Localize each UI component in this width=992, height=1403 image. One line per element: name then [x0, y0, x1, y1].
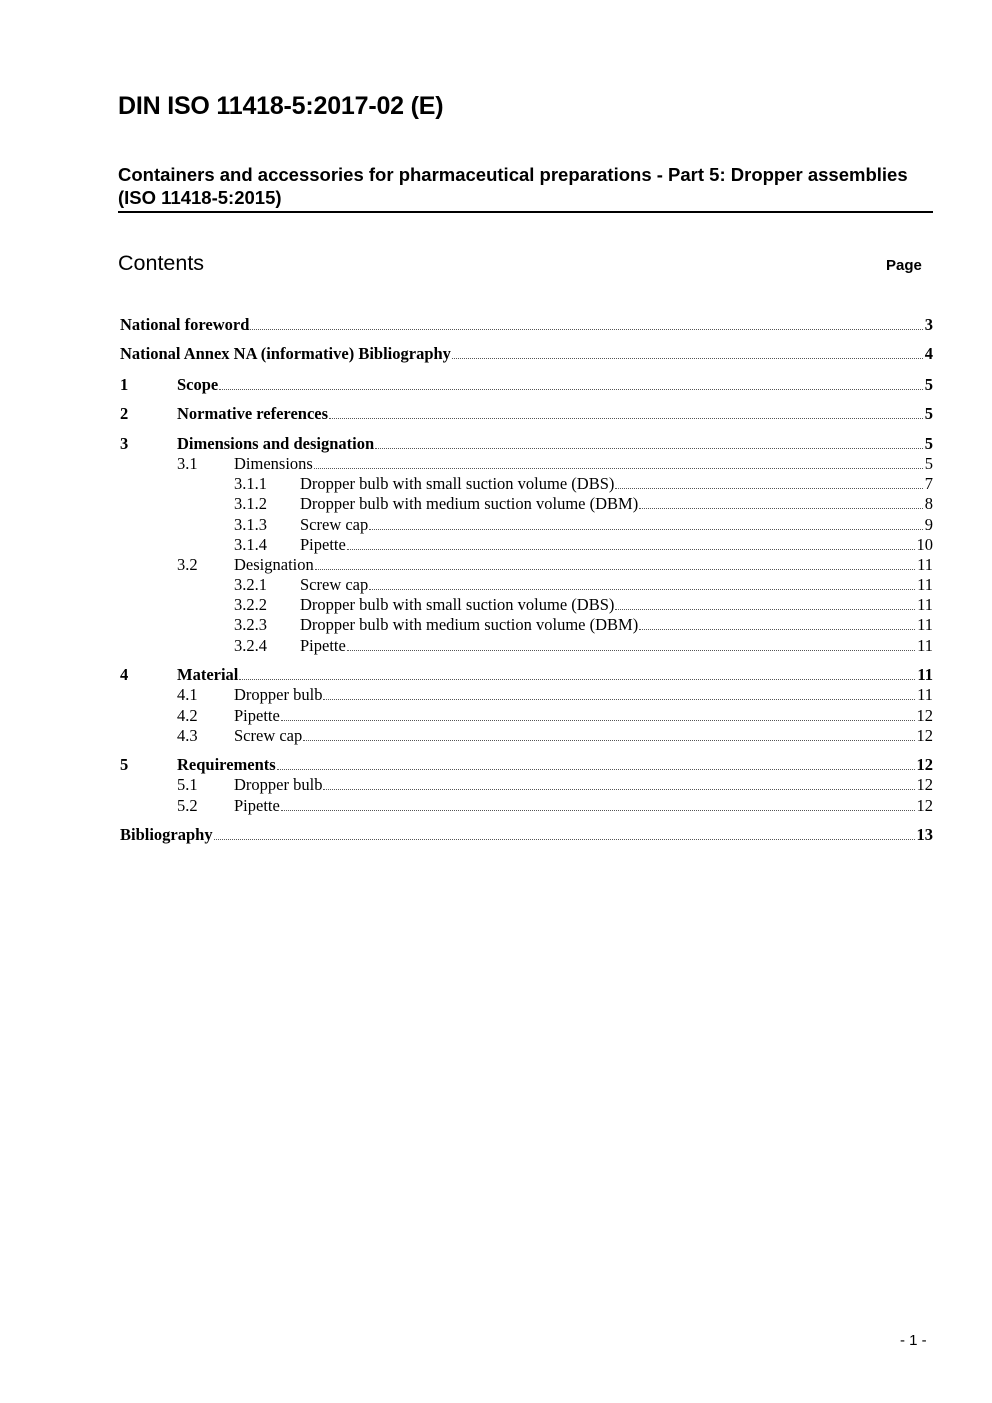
toc-entry-number: 5 [120, 755, 129, 774]
toc-entry-page: 5 [924, 434, 933, 453]
toc-dot-leader [452, 357, 923, 359]
toc-entry-number: 5.2 [177, 796, 198, 815]
toc-entry-label: Screw cap [300, 515, 369, 534]
toc-entry[interactable] [234, 494, 933, 514]
toc-entry-page: 11 [917, 685, 933, 704]
toc-entry[interactable] [234, 595, 933, 615]
footer-page-number: - 1 - [900, 1332, 927, 1349]
toc-entry-label: Normative references [177, 404, 329, 423]
toc-dot-leader [323, 788, 914, 790]
toc-entry-number: 5.1 [177, 775, 198, 794]
toc-entry[interactable] [120, 825, 933, 845]
toc-dot-leader [239, 678, 915, 680]
toc-entry-page: 13 [916, 825, 933, 844]
toc-entry[interactable] [177, 726, 933, 746]
toc-entry[interactable] [120, 665, 933, 685]
toc-entry-label: Dropper bulb [234, 775, 323, 794]
toc-entry-label: National Annex NA (informative) Bibliography [120, 344, 451, 363]
toc-dot-leader [615, 608, 915, 610]
toc-entry-label: National foreword [120, 315, 250, 334]
toc-entry-number: 3.2 [177, 555, 198, 574]
document-title: Containers and accessories for pharmaceutical preparations - Part 5: Dropper assemblies (ISO 11418-5:2015) [118, 163, 933, 213]
toc-entry-number: 3.1.2 [234, 494, 267, 513]
toc-entry[interactable] [177, 685, 933, 705]
toc-entry-page: 12 [916, 755, 933, 774]
toc-entry-number: 2 [120, 404, 129, 423]
toc-dot-leader [219, 388, 923, 390]
toc-entry-label: Dropper bulb with small suction volume (DBS) [300, 474, 615, 493]
toc-entry-number: 3.2.4 [234, 636, 267, 655]
toc-dot-leader [615, 487, 922, 489]
toc-entry-page: 11 [917, 636, 933, 655]
toc-entry-label: Requirements [177, 755, 276, 774]
toc-entry-page: 11 [917, 615, 933, 634]
toc-entry[interactable] [120, 755, 933, 775]
toc-entry-label: Designation [234, 555, 314, 574]
toc-entry-label: Pipette [300, 535, 346, 554]
toc-entry[interactable] [177, 706, 933, 726]
toc-entry-page: 11 [917, 575, 933, 594]
toc-entry-number: 4.2 [177, 706, 198, 725]
toc-dot-leader [303, 739, 914, 741]
toc-entry[interactable] [234, 615, 933, 635]
toc-entry[interactable] [120, 404, 933, 424]
page-column-heading: Page [886, 257, 922, 274]
toc-dot-leader [281, 719, 915, 721]
toc-entry-number: 3.1 [177, 454, 198, 473]
toc-dot-leader [375, 447, 923, 449]
toc-dot-leader [214, 838, 915, 840]
toc-entry-label: Pipette [300, 636, 346, 655]
toc-entry-number: 4 [120, 665, 129, 684]
toc-entry-label: Dropper bulb with small suction volume (DBS) [300, 595, 615, 614]
toc-entry[interactable] [120, 344, 933, 364]
toc-entry-page: 5 [924, 375, 933, 394]
toc-entry-page: 3 [924, 315, 933, 334]
toc-entry-number: 3.1.4 [234, 535, 267, 554]
toc-entry-page: 5 [924, 404, 933, 423]
toc-entry-label: Pipette [234, 706, 280, 725]
toc-entry-page: 7 [924, 474, 933, 493]
toc-dot-leader [281, 809, 915, 811]
toc-entry-number: 3 [120, 434, 129, 453]
toc-entry-page: 11 [917, 665, 933, 684]
toc-dot-leader [315, 568, 915, 570]
toc-entry[interactable] [234, 535, 933, 555]
toc-entry-page: 9 [924, 515, 933, 534]
toc-dot-leader [323, 698, 915, 700]
toc-entry[interactable] [234, 575, 933, 595]
toc-entry-page: 12 [916, 775, 933, 794]
toc-dot-leader [369, 588, 915, 590]
toc-entry-number: 1 [120, 375, 129, 394]
toc-entry-label: Pipette [234, 796, 280, 815]
toc-entry-label: Material [177, 665, 239, 684]
toc-entry-label: Bibliography [120, 825, 213, 844]
toc-entry[interactable] [234, 474, 933, 494]
toc-entry-page: 8 [924, 494, 933, 513]
toc-entry[interactable] [234, 636, 933, 656]
toc-entry-page: 12 [916, 796, 933, 815]
toc-dot-leader [639, 628, 915, 630]
toc-entry[interactable] [120, 375, 933, 395]
toc-entry[interactable] [177, 796, 933, 816]
toc-entry-number: 3.2.2 [234, 595, 267, 614]
toc-entry-page: 12 [916, 726, 933, 745]
toc-entry-label: Dimensions and designation [177, 434, 375, 453]
toc-entry-page: 11 [917, 555, 933, 574]
toc-dot-leader [347, 649, 915, 651]
toc-entry-page: 11 [917, 595, 933, 614]
toc-entry-number: 3.2.1 [234, 575, 267, 594]
toc-entry-number: 4.1 [177, 685, 198, 704]
toc-entry-label: Screw cap [234, 726, 303, 745]
toc-dot-leader [314, 467, 923, 469]
toc-dot-leader [250, 328, 922, 330]
toc-entry-label: Dimensions [234, 454, 313, 473]
toc-entry-page: 12 [916, 706, 933, 725]
toc-entry[interactable] [177, 454, 933, 474]
toc-entry[interactable] [120, 315, 933, 335]
toc-entry[interactable] [177, 775, 933, 795]
toc-entry-number: 4.3 [177, 726, 198, 745]
toc-dot-leader [277, 768, 915, 770]
toc-entry-label: Dropper bulb with medium suction volume (DBM) [300, 494, 639, 513]
toc-entry-label: Scope [177, 375, 219, 394]
toc-entry-label: Screw cap [300, 575, 369, 594]
contents-heading: Contents [118, 251, 205, 275]
toc-dot-leader [639, 507, 923, 509]
toc-entry-label: Dropper bulb with medium suction volume (DBM) [300, 615, 639, 634]
toc-entry[interactable] [234, 515, 933, 535]
toc-entry-page: 10 [916, 535, 933, 554]
toc-entry-number: 3.1.1 [234, 474, 267, 493]
toc-entry[interactable] [177, 555, 933, 575]
toc-entry[interactable] [120, 434, 933, 454]
toc-entry-page: 5 [924, 454, 933, 473]
document-id: DIN ISO 11418-5:2017-02 (E) [118, 92, 444, 120]
toc-dot-leader [369, 528, 922, 530]
toc-entry-number: 3.1.3 [234, 515, 267, 534]
toc-entry-number: 3.2.3 [234, 615, 267, 634]
toc-entry-label: Dropper bulb [234, 685, 323, 704]
toc-entry-page: 4 [924, 344, 933, 363]
toc-dot-leader [329, 417, 923, 419]
toc-dot-leader [347, 548, 915, 550]
